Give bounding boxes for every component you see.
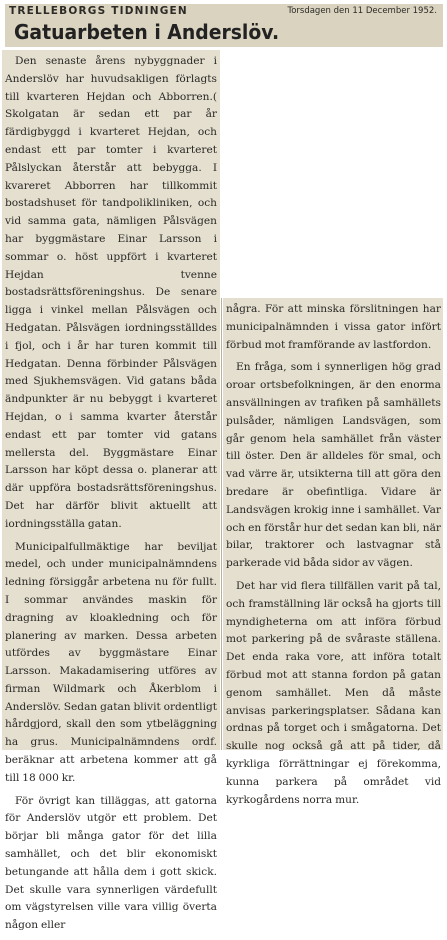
paragraph: Municipalfullmäktige har beviljat medel, och under municipalnämndens ledning försiggår arbetena nu för fullt. I sommar användes maskin för dragning av kloakledning och för planering av marken. Dessa arbeten utfördes av byggmästare Einar Larsson. Makadamisering utföres av firman Wildmark och Åkerblom i Anderslöv. Sedan gatan blivit ordentligt hårdgjord, skall den som ytbeläggning ha grus. Municipalnämndens ordf. beräknar att arbetena kommer att gå till 18 000 kr.: [5, 540, 217, 784]
article-column-2: [226, 301, 441, 814]
paragraph: En fråga, som i synnerligen hög grad oroar ortsbefolkningen, är den enorma ansvällningen av trafiken på samhällets pulsåder, nämligen Landsvägen, som går genom hela samhället från väster till öster. Den är alldeles för smal, och vad värre är, utsikterna till att göra den bredare är obefintliga. Vidare är Landsvägen krokig inne i samhället. Var och en förstår hur det sedan kan bli, när bilar, traktorer och lastvagnar stå parkerade vid båda sidor av vägen.: [226, 361, 441, 570]
paragraph: Den senaste årens nybyggnader i Anderslöv har huvudsakligen förlagts till kvarteren Hejdan och Abborren.( Skolgatan är sedan ett par år färdigbyggd i kvarteret Hejdan, och endast ett par tomter i kvarteret Pålslyckan återstår att bebygga. I kvareret Abborren har tillkommit bostadshuset för tandpolikliniken, och vid samma gata, nämligen Pålsvägen har byggmästare Einar Larsson i sommar o. höst uppfört i kvarteret Hejdan tvenne bostadsrättsföreningshus. De senare ligga i vinkel mellan Pålsvägen och Hedgatan. Pålsvägen iordningsställdes i fjol, och i år har turen kommit till Hedgatan. Denna förbinder Pålsvägen med Sjukhemsvägen. Vid gatans båda ändpunkter är nu bebyggt i kvarteret Hejdan, o i samma kvarter återstår endast ett par tomter vid gatans mellersta del. Byggmästare Einar Larsson har köpt dessa o. planerar att där uppföra bostadsrättsföreningshus. Det har därför blivit aktuellt att iordningsställa gatan.: [5, 55, 217, 530]
headline-box: [5, 18, 443, 47]
masthead: [5, 4, 443, 18]
paragraph: Det har vid flera tillfällen varit på tal, och framställning lär också ha gjorts till myndigheterna om att införa förbud mot parkering på de svåraste ställena. Det enda raka vore, att införa totalt förbud mot att stanna fordon på gatan genom samhället. Men då måste anvisas parkeringsplatser. Sådana kan ordnas på torget och i smågatorna. Det skulle nog också gå att på tider, då kyrkliga förrättningar ej förekomma, kunna parkera på området vid kyrkogårdens norra mur.: [226, 579, 441, 806]
publication-date: Torsdagen den 11 December 1952.: [287, 6, 437, 16]
article-headline: Gatuarbeten i Anderslöv.: [14, 20, 280, 44]
paragraph: För övrigt kan tilläggas, att gatorna för Anderslöv utgör ett problem. Det börjar bli många gator för det lilla samhället, och det blir ekonomiskt betungande att hålla dem i gott skick. Det skulle vara synnerligen värdefullt om vägstyrelsen ville vara villig överta någon eller: [5, 794, 217, 932]
column-divider: [221, 298, 222, 750]
article-column-1: [5, 53, 217, 940]
newspaper-name: TRELLEBORGS TIDNINGEN: [9, 5, 188, 17]
paragraph: några. För att minska förslitningen har municipalnämnden i vissa gator infört förbud mot framförande av lastfordon.: [226, 303, 441, 351]
